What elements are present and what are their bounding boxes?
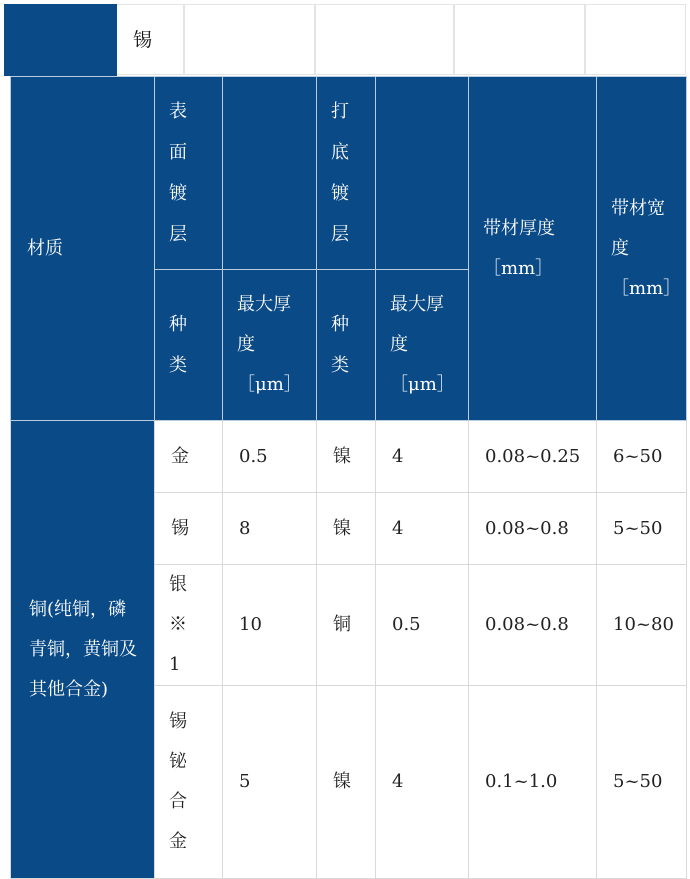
- surface-type-text: 锡铋合金: [169, 711, 187, 852]
- material-cell: [11, 421, 155, 879]
- surface-max: 10: [223, 565, 317, 686]
- table-row: [11, 421, 687, 493]
- base-max-label: 最大厚度: [390, 294, 444, 355]
- strip-width: 5~50: [597, 493, 687, 565]
- base-max: 4: [376, 493, 469, 565]
- base-type: 镍: [317, 686, 376, 879]
- surface-type: 锡: [155, 493, 223, 565]
- surface-max: 0.5: [223, 421, 317, 493]
- top-empty-cell: [184, 4, 315, 75]
- header-color-block: [4, 4, 117, 76]
- header-strip-thickness: [469, 77, 597, 421]
- strip-thickness-label: 带材厚度: [483, 217, 555, 239]
- strip-thickness: 0.1~1.0: [469, 686, 597, 879]
- header-surface-blank: [223, 77, 317, 270]
- surface-max-label: 最大厚度: [237, 294, 291, 355]
- base-type: 铜: [317, 565, 376, 686]
- base-max: 4: [376, 686, 469, 879]
- strip-width: 10~80: [597, 565, 687, 686]
- base-max-unit: ［μm］: [390, 374, 455, 395]
- strip-width-label: 带材宽度: [611, 197, 665, 259]
- base-max: 0.5: [376, 565, 469, 686]
- strip-thickness: 0.08~0.8: [469, 493, 597, 565]
- header-base-plating: [317, 77, 376, 270]
- header-material: 材质: [11, 77, 155, 421]
- strip-width: 5~50: [597, 686, 687, 879]
- strip-thickness-unit: ［mm］: [483, 257, 554, 279]
- top-label-tin: 锡: [117, 4, 184, 75]
- header-surface-max: [223, 270, 317, 421]
- strip-thickness: 0.08~0.8: [469, 565, 597, 686]
- header-base-type: [317, 270, 376, 421]
- surface-max-unit: ［μm］: [237, 374, 302, 395]
- base-max: 4: [376, 421, 469, 493]
- header-base-blank: [376, 77, 469, 270]
- header-surface-type: [155, 270, 223, 421]
- material-name: 铜(纯铜，磷青铜，黄铜及其他合金): [29, 598, 137, 700]
- surface-type: 金: [155, 421, 223, 493]
- header-strip-width: [597, 77, 687, 421]
- strip-width-unit: ［mm］: [611, 277, 682, 299]
- header-surface-plating: [155, 77, 223, 270]
- plating-spec-table: [10, 76, 687, 879]
- surface-max: 5: [223, 686, 317, 879]
- surface-type-text: 种类: [169, 314, 187, 376]
- surface-max: 8: [223, 493, 317, 565]
- top-empty-cell: [585, 4, 686, 75]
- header-base-plating-text: 打底镀层: [331, 101, 349, 245]
- surface-type: [155, 686, 223, 879]
- base-type-text: 种类: [331, 314, 349, 376]
- top-empty-cell: [315, 4, 454, 75]
- top-empty-cell: [454, 4, 585, 75]
- surface-type-text: 银※1: [169, 574, 187, 675]
- surface-type: [155, 565, 223, 686]
- strip-width: 6~50: [597, 421, 687, 493]
- base-type: 镍: [317, 493, 376, 565]
- base-type: 镍: [317, 421, 376, 493]
- strip-thickness: 0.08~0.25: [469, 421, 597, 493]
- top-header-row: [0, 0, 690, 76]
- header-surface-plating-text: 表面镀层: [169, 101, 187, 245]
- header-base-max: [376, 270, 469, 421]
